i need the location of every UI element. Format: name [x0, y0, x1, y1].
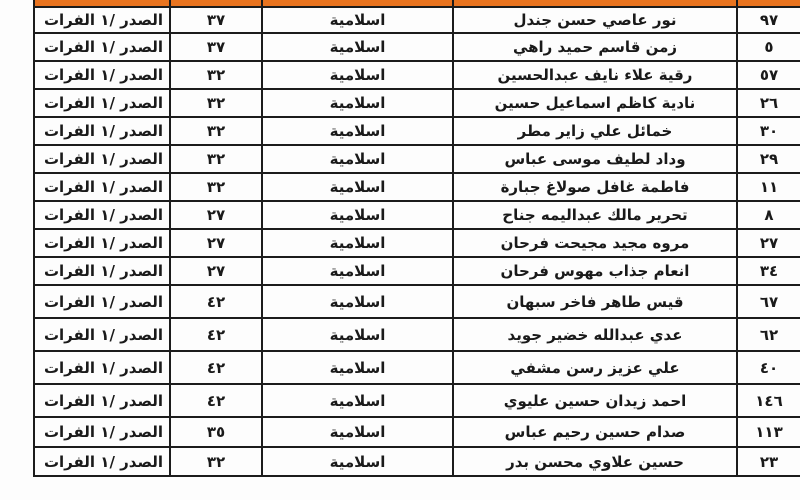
score-cell: ٤٢ [170, 384, 262, 417]
table-row [34, 145, 800, 173]
score-cell: ٢٧ [170, 257, 262, 285]
location-cell: الصدر /١ الفرات [34, 285, 170, 318]
table-row [34, 417, 800, 447]
table-row [34, 229, 800, 257]
table-row [34, 285, 800, 318]
table-row [34, 384, 800, 417]
category-cell: اسلامية [262, 447, 453, 476]
category-cell: اسلامية [262, 145, 453, 173]
table-row [34, 351, 800, 384]
score-cell: ٣٧ [170, 33, 262, 61]
person-name: مروه مجيد مجيحت فرحان [453, 229, 737, 257]
category-cell: اسلامية [262, 89, 453, 117]
category-cell: اسلامية [262, 61, 453, 89]
row-number: ٦٧ [737, 285, 800, 318]
location-cell: الصدر /١ الفرات [34, 257, 170, 285]
person-name: احمد زيدان حسين عليوي [453, 384, 737, 417]
location-cell: الصدر /١ الفرات [34, 417, 170, 447]
score-cell: ٣٢ [170, 89, 262, 117]
location-cell: الصدر /١ الفرات [34, 61, 170, 89]
row-number: ٨ [737, 201, 800, 229]
row-number: ١١٣ [737, 417, 800, 447]
table-row [34, 89, 800, 117]
person-name: خمائل علي زاير مطر [453, 117, 737, 145]
row-number: ٦٢ [737, 318, 800, 351]
category-cell: اسلامية [262, 285, 453, 318]
table-row [34, 173, 800, 201]
location-cell: الصدر /١ الفرات [34, 201, 170, 229]
location-cell: الصدر /١ الفرات [34, 173, 170, 201]
row-number: ٣٠ [737, 117, 800, 145]
table-row [34, 117, 800, 145]
category-cell: اسلامية [262, 173, 453, 201]
person-name: انعام جذاب مهوس فرحان [453, 257, 737, 285]
person-name: رقية علاء نايف عبدالحسين [453, 61, 737, 89]
table-row [34, 447, 800, 476]
person-name: نور عاصي حسن جندل [453, 7, 737, 33]
category-cell: اسلامية [262, 351, 453, 384]
table-row [34, 257, 800, 285]
roster-table-body [34, 7, 800, 476]
person-name: نادية كاظم اسماعيل حسين [453, 89, 737, 117]
location-cell: الصدر /١ الفرات [34, 33, 170, 61]
row-number: ٤٠ [737, 351, 800, 384]
table-row [34, 201, 800, 229]
location-cell: الصدر /١ الفرات [34, 351, 170, 384]
roster-table [33, 6, 800, 477]
row-number: ٩٧ [737, 7, 800, 33]
table-row [34, 7, 800, 33]
category-cell: اسلامية [262, 257, 453, 285]
row-number: ٥ [737, 33, 800, 61]
row-number: ٢٣ [737, 447, 800, 476]
location-cell: الصدر /١ الفرات [34, 447, 170, 476]
score-cell: ٢٧ [170, 201, 262, 229]
score-cell: ٣٢ [170, 173, 262, 201]
person-name: تحرير مالك عبداليمه جناح [453, 201, 737, 229]
row-number: ٢٦ [737, 89, 800, 117]
score-cell: ٢٧ [170, 229, 262, 257]
score-cell: ٣٢ [170, 447, 262, 476]
score-cell: ٤٢ [170, 285, 262, 318]
score-cell: ٣٢ [170, 145, 262, 173]
location-cell: الصدر /١ الفرات [34, 145, 170, 173]
category-cell: اسلامية [262, 318, 453, 351]
person-name: علي عزيز رسن مشفي [453, 351, 737, 384]
row-number: ٢٩ [737, 145, 800, 173]
row-number: ٣٤ [737, 257, 800, 285]
person-name: حسين علاوي محسن بدر [453, 447, 737, 476]
category-cell: اسلامية [262, 33, 453, 61]
row-number: ٢٧ [737, 229, 800, 257]
location-cell: الصدر /١ الفرات [34, 229, 170, 257]
location-cell: الصدر /١ الفرات [34, 117, 170, 145]
person-name: زمن قاسم حميد راهي [453, 33, 737, 61]
category-cell: اسلامية [262, 117, 453, 145]
table-row [34, 318, 800, 351]
score-cell: ٣٢ [170, 117, 262, 145]
row-number: ١١ [737, 173, 800, 201]
category-cell: اسلامية [262, 384, 453, 417]
category-cell: اسلامية [262, 201, 453, 229]
location-cell: الصدر /١ الفرات [34, 89, 170, 117]
category-cell: اسلامية [262, 417, 453, 447]
score-cell: ٣٧ [170, 7, 262, 33]
location-cell: الصدر /١ الفرات [34, 318, 170, 351]
person-name: صدام حسين رحيم عباس [453, 417, 737, 447]
location-cell: الصدر /١ الفرات [34, 7, 170, 33]
score-cell: ٣٢ [170, 61, 262, 89]
score-cell: ٤٢ [170, 318, 262, 351]
location-cell: الصدر /١ الفرات [34, 384, 170, 417]
person-name: فاطمة غافل صولاغ جبارة [453, 173, 737, 201]
category-cell: اسلامية [262, 229, 453, 257]
row-number: ١٤٦ [737, 384, 800, 417]
score-cell: ٣٥ [170, 417, 262, 447]
category-cell: اسلامية [262, 7, 453, 33]
person-name: وداد لطيف موسى عباس [453, 145, 737, 173]
person-name: قيس طاهر فاخر سبهان [453, 285, 737, 318]
row-number: ٥٧ [737, 61, 800, 89]
score-cell: ٤٢ [170, 351, 262, 384]
person-name: عدي عبدالله خضير جويد [453, 318, 737, 351]
table-row [34, 61, 800, 89]
table-row [34, 33, 800, 61]
